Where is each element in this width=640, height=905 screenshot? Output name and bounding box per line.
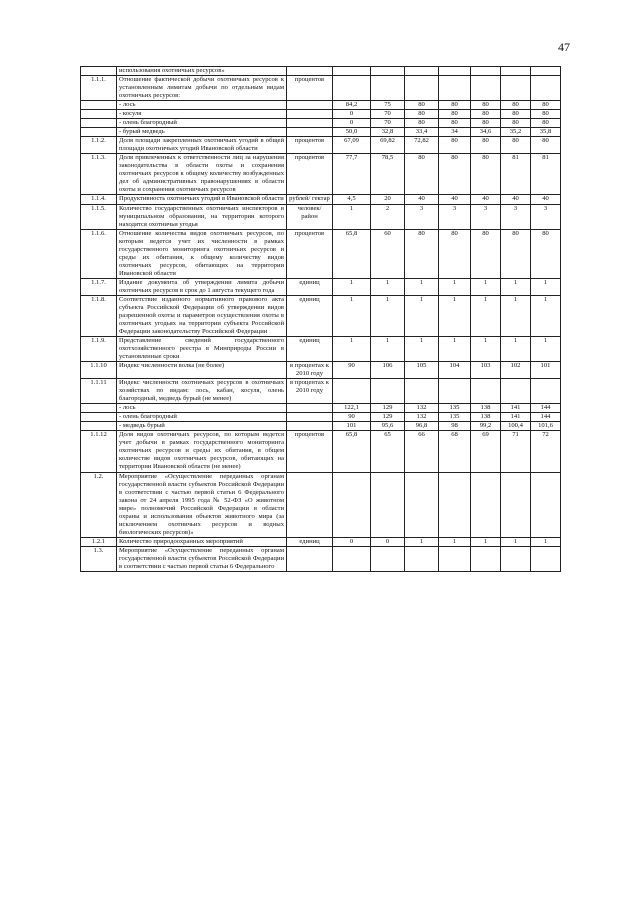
unit-cell [287,119,333,128]
indicator-name: Отношение фактической добычи охотничьих ресурсов к установленным лимитам добычи по отдельным видам охотничьих ресурсов: [117,76,287,101]
indicator-name: - олень благородный [117,413,287,422]
value-cell: 80 [471,110,501,119]
value-cell [531,379,561,404]
value-cell: 96,8 [405,422,439,431]
value-cell: 132 [405,404,439,413]
value-cell: 141 [501,413,531,422]
table-row [81,76,561,101]
value-cell: 68 [439,431,471,472]
value-cell: 50,0 [333,128,371,137]
value-cell: 20 [371,195,405,204]
value-cell [371,546,405,571]
value-cell: 1 [333,278,371,295]
value-cell: 105 [405,362,439,379]
table-row [81,154,561,195]
value-cell: 65 [371,431,405,472]
value-cell: 90 [333,362,371,379]
value-cell: 122,1 [333,404,371,413]
row-number: 1.3. [81,546,117,571]
value-cell [439,379,471,404]
value-cell: 0 [371,537,405,546]
indicator-name: использования охотничьих ресурсов» [117,67,287,76]
table-row [81,537,561,546]
unit-cell: рублей/ гектар [287,195,333,204]
value-cell: 34,6 [471,128,501,137]
table-row [81,379,561,404]
value-cell: 80 [439,101,471,110]
value-cell: 1 [405,337,439,362]
row-number [81,128,117,137]
value-cell: 129 [371,413,405,422]
value-cell [333,67,371,76]
value-cell: 1 [439,337,471,362]
value-cell: 4,5 [333,195,371,204]
table-row [81,110,561,119]
value-cell: 81 [531,154,561,195]
value-cell: 3 [405,204,439,229]
value-cell [333,379,371,404]
value-cell: 80 [471,229,501,278]
indicator-name: - лось [117,101,287,110]
value-cell [501,67,531,76]
value-cell: 80 [405,154,439,195]
value-cell: 80 [531,229,561,278]
table-row [81,404,561,413]
unit-cell: единиц [287,537,333,546]
indicator-name: - косуля [117,110,287,119]
row-number: 1.2. [81,472,117,537]
value-cell [501,546,531,571]
value-cell: 1 [501,295,531,336]
table-row [81,128,561,137]
value-cell: 99,2 [471,422,501,431]
indicator-name: - олень благородный [117,119,287,128]
value-cell: 0 [333,119,371,128]
table-row [81,337,561,362]
unit-cell [287,67,333,76]
value-cell: 71 [501,431,531,472]
value-cell: 80 [501,110,531,119]
value-cell: 69 [471,431,501,472]
value-cell [439,67,471,76]
value-cell: 80 [501,101,531,110]
value-cell: 67,09 [333,137,371,154]
indicator-name: Продуктивность охотничьих угодий в Ивановской области [117,195,287,204]
value-cell: 1 [531,537,561,546]
indicator-name: Доля привлеченных к ответственности лиц за нарушения законодательства в области охоты и сохранения охотничьих ресурсов к общему количеству возбужденных дел об административных правонарушениях в области охоты и сохранения охотничьих ресурсов [117,154,287,195]
table-row [81,137,561,154]
value-cell: 0 [333,537,371,546]
value-cell: 66 [405,431,439,472]
value-cell: 80 [531,119,561,128]
page-number: 47 [558,40,570,54]
value-cell [333,472,371,537]
indicator-name: - лось [117,404,287,413]
value-cell: 1 [371,337,405,362]
value-cell [471,379,501,404]
value-cell [371,67,405,76]
value-cell: 80 [405,110,439,119]
value-cell [501,379,531,404]
indicator-name: Мероприятие «Осуществление переданных органам государственной власти субъектов Российской Федерации в соответствии с частью первой статьи 6 Федерального [117,546,287,571]
value-cell: 80 [531,101,561,110]
value-cell: 1 [471,295,501,336]
unit-cell: в процентах к 2010 году [287,362,333,379]
indicator-name: Отношение количества видов охотничьих ресурсов, по которым ведется учет их численности в рамках государственного мониторинга охотничьих ресурсов и среды их обитания, к общему количеству видов охотничьих ресурсов, обитающих на территории Ивановской области [117,229,287,278]
row-number [81,110,117,119]
value-cell: 1 [439,537,471,546]
unit-cell [287,128,333,137]
value-cell: 98 [439,422,471,431]
value-cell [439,546,471,571]
value-cell [501,472,531,537]
indicator-name: Количество природоохранных мероприятий [117,537,287,546]
row-number: 1.1.4. [81,195,117,204]
value-cell: 72,82 [405,137,439,154]
value-cell: 100,4 [501,422,531,431]
value-cell: 1 [531,278,561,295]
unit-cell: процентов [287,431,333,472]
value-cell: 90 [333,413,371,422]
value-cell: 138 [471,413,501,422]
table-row [81,119,561,128]
table-row [81,101,561,110]
value-cell: 40 [471,195,501,204]
value-cell: 75 [371,101,405,110]
indicator-name: Соответствие изданного нормативного правового акта субъекта Российской Федерации об утверждении видов разрешенной охоты и параметров осуществления охоты в охотничьих угодьях на территории субъекта Российской Федерации законодательству Российской Федерации [117,295,287,336]
value-cell: 80 [439,154,471,195]
row-number [81,67,117,76]
value-cell: 1 [501,278,531,295]
value-cell: 1 [405,295,439,336]
value-cell: 141 [501,404,531,413]
indicators-table [80,66,561,572]
value-cell: 1 [471,537,501,546]
value-cell: 101,6 [531,422,561,431]
indicator-name: Количество государственных охотничьих инспекторов в муниципальном образовании, на территории которого находятся охотничьи угодья [117,204,287,229]
value-cell: 40 [439,195,471,204]
unit-cell [287,101,333,110]
value-cell [405,546,439,571]
unit-cell: процентов [287,229,333,278]
value-cell: 80 [439,110,471,119]
value-cell: 32,8 [371,128,405,137]
table-row [81,204,561,229]
row-number: 1.1.9. [81,337,117,362]
value-cell [531,546,561,571]
value-cell: 3 [471,204,501,229]
value-cell: 0 [333,110,371,119]
row-number: 1.1.10 [81,362,117,379]
unit-cell [287,404,333,413]
value-cell: 84,2 [333,101,371,110]
value-cell: 1 [471,337,501,362]
table-row [81,472,561,537]
table-row [81,295,561,336]
unit-cell: единиц [287,295,333,336]
value-cell: 144 [531,413,561,422]
unit-cell [287,422,333,431]
value-cell: 35,2 [501,128,531,137]
indicator-name: - бурый медведь [117,128,287,137]
unit-cell [287,472,333,537]
indicator-name: - медведь бурый [117,422,287,431]
value-cell: 80 [531,110,561,119]
indicator-name: Доля видов охотничьих ресурсов, по которым ведется учет добычи в рамках государственного мониторинга охотничьих ресурсов и среды их обитания, в общем количестве видов охотничьих ресурсов, обитающих на территории Ивановской области (не менее) [117,431,287,472]
value-cell: 69,82 [371,137,405,154]
unit-cell: процентов [287,137,333,154]
unit-cell: единиц [287,278,333,295]
value-cell: 1 [531,295,561,336]
value-cell: 3 [501,204,531,229]
indicator-name: Индекс численности охотничьих ресурсов в охотничьих хозяйствах по видам: лось, кабан, косуля, олень благородный, медведь бурый (не менее) [117,379,287,404]
value-cell [439,472,471,537]
value-cell: 65,8 [333,229,371,278]
value-cell: 70 [371,119,405,128]
table-row [81,67,561,76]
value-cell: 77,7 [333,154,371,195]
value-cell: 78,5 [371,154,405,195]
value-cell [371,472,405,537]
row-number: 1.2.1 [81,537,117,546]
value-cell: 80 [501,119,531,128]
unit-cell [287,413,333,422]
value-cell: 129 [371,404,405,413]
row-number [81,119,117,128]
value-cell [471,472,501,537]
value-cell [439,76,471,101]
value-cell: 81 [501,154,531,195]
unit-cell: процентов [287,76,333,101]
value-cell: 1 [439,295,471,336]
value-cell: 33,4 [405,128,439,137]
row-number: 1.1.8. [81,295,117,336]
indicator-name: Мероприятие «Осуществление переданных органам государственной власти субъектов Российской Федерации в соответствии с частью первой статьи 6 Федерального закона от 24 апреля 1995 года № 52-ФЗ «О животном мире» полномочий Российской Федерации в области охраны и использования объектов животного мира (за исключением охотничьих ресурсов и водных биологических ресурсов)» [117,472,287,537]
value-cell [531,67,561,76]
value-cell [371,379,405,404]
unit-cell: процентов [287,154,333,195]
value-cell: 1 [531,337,561,362]
indicator-name: Индекс численности волка (не более) [117,362,287,379]
value-cell: 80 [439,137,471,154]
value-cell: 106 [371,362,405,379]
value-cell: 104 [439,362,471,379]
value-cell: 1 [501,537,531,546]
value-cell: 101 [333,422,371,431]
value-cell: 1 [371,295,405,336]
unit-cell: единиц [287,337,333,362]
value-cell: 80 [471,154,501,195]
value-cell: 80 [531,137,561,154]
row-number: 1.1.11 [81,379,117,404]
value-cell [405,76,439,101]
value-cell: 1 [405,278,439,295]
value-cell [333,546,371,571]
table-row [81,229,561,278]
value-cell: 2 [371,204,405,229]
value-cell: 101 [531,362,561,379]
value-cell: 1 [333,295,371,336]
value-cell: 80 [405,119,439,128]
value-cell [405,379,439,404]
row-number: 1.1.12 [81,431,117,472]
row-number: 1.1.3. [81,154,117,195]
unit-cell [287,546,333,571]
value-cell: 1 [333,337,371,362]
value-cell: 102 [501,362,531,379]
value-cell: 40 [531,195,561,204]
value-cell: 135 [439,413,471,422]
value-cell [471,76,501,101]
value-cell: 34 [439,128,471,137]
unit-cell: человек/ район [287,204,333,229]
value-cell: 80 [405,101,439,110]
value-cell: 80 [471,137,501,154]
value-cell: 1 [439,278,471,295]
table-row [81,278,561,295]
value-cell: 80 [501,229,531,278]
value-cell: 80 [471,101,501,110]
value-cell: 80 [501,137,531,154]
value-cell: 65,8 [333,431,371,472]
table-row [81,422,561,431]
value-cell [531,472,561,537]
value-cell: 72 [531,431,561,472]
value-cell: 1 [501,337,531,362]
value-cell: 138 [471,404,501,413]
row-number [81,422,117,431]
value-cell: 3 [531,204,561,229]
indicator-name: Издание документа об утверждении лимита добычи охотничьих ресурсов в срок до 1 августа текущего года [117,278,287,295]
value-cell: 95,6 [371,422,405,431]
unit-cell [287,110,333,119]
value-cell: 80 [439,229,471,278]
value-cell: 80 [471,119,501,128]
value-cell: 132 [405,413,439,422]
value-cell: 1 [405,537,439,546]
value-cell [501,76,531,101]
value-cell: 40 [501,195,531,204]
value-cell: 80 [439,119,471,128]
value-cell: 103 [471,362,501,379]
value-cell [333,76,371,101]
indicator-name: Представление сведений государственного охотхозяйственного реестра в Минприроды России в установленные сроки [117,337,287,362]
row-number: 1.1.1. [81,76,117,101]
value-cell: 144 [531,404,561,413]
row-number [81,404,117,413]
value-cell [405,472,439,537]
value-cell: 3 [439,204,471,229]
value-cell: 1 [471,278,501,295]
value-cell: 80 [405,229,439,278]
table-row [81,362,561,379]
value-cell: 35,8 [531,128,561,137]
row-number [81,413,117,422]
value-cell [471,67,501,76]
value-cell: 1 [333,204,371,229]
row-number: 1.1.5. [81,204,117,229]
value-cell: 40 [405,195,439,204]
value-cell [531,76,561,101]
row-number: 1.1.6. [81,229,117,278]
value-cell: 1 [371,278,405,295]
row-number [81,101,117,110]
value-cell: 70 [371,110,405,119]
value-cell: 60 [371,229,405,278]
value-cell [371,76,405,101]
table-row [81,546,561,571]
value-cell [471,546,501,571]
table-row [81,413,561,422]
unit-cell: в процентах к 2010 году [287,379,333,404]
row-number: 1.1.7. [81,278,117,295]
indicator-name: Доля площади закрепленных охотничьих угодий в общей площади охотничьих угодий Ивановской области [117,137,287,154]
row-number: 1.1.2. [81,137,117,154]
value-cell: 135 [439,404,471,413]
value-cell [405,67,439,76]
table-row [81,431,561,472]
table-row [81,195,561,204]
